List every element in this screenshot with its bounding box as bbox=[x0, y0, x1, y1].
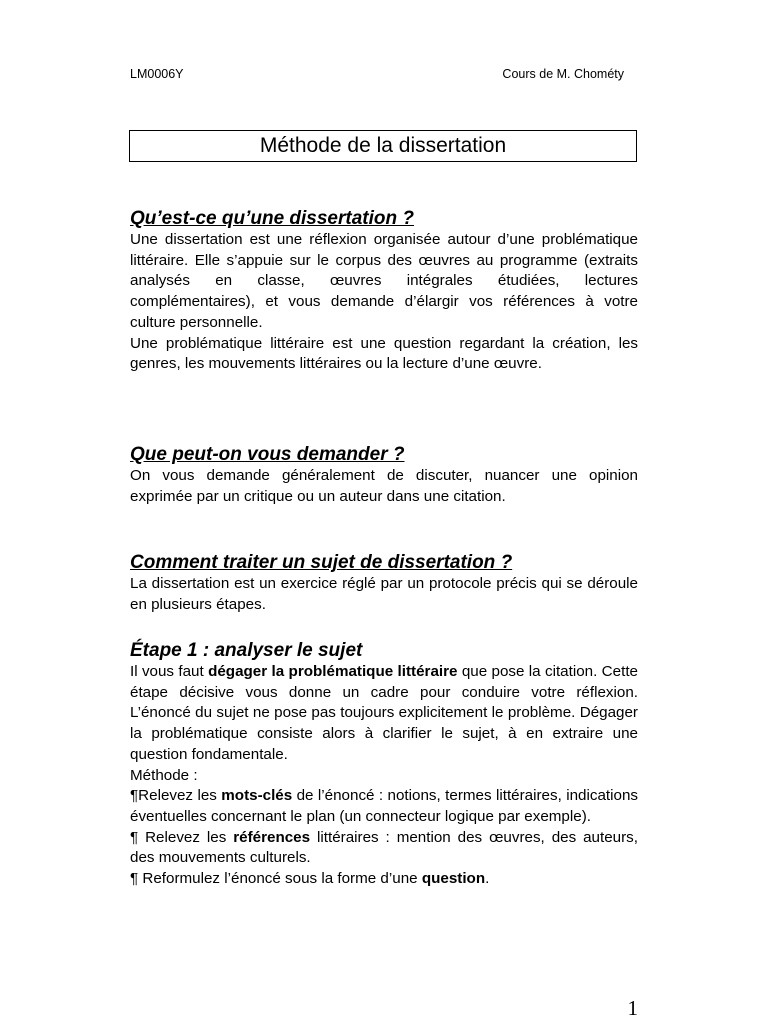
bullet-item bbox=[130, 828, 638, 869]
text-run: littéraires : mention des œuvres, des auteurs, des mouvements culturels. bbox=[130, 828, 638, 867]
section-title: Comment traiter un sujet de dissertation ? bbox=[130, 552, 513, 573]
bold-text: références bbox=[233, 828, 311, 846]
document-title: Méthode de la dissertation bbox=[129, 130, 637, 162]
bullet-item bbox=[130, 869, 638, 890]
text-run: que pose la citation. Cette étape décisive vous donne un cadre pour conduire votre réflexion. L’énoncé du sujet ne pose pas toujours explicitement le problème. Dégager la problématique consiste alors à clarifier le sujet, à en extraire une question fondamentale. bbox=[130, 663, 638, 763]
header-course-code: LM0006Y bbox=[130, 67, 184, 81]
method-label: Méthode : bbox=[130, 766, 198, 784]
text-run: . bbox=[485, 870, 490, 888]
bold-text: dégager la problématique littéraire bbox=[208, 663, 458, 680]
text-run: Il vous faut bbox=[130, 663, 209, 680]
paragraph: Une dissertation est une réflexion organisée autour d’une problématique littéraire. Elle s’appuie sur le corpus des œuvres au programme (extraits analysés en classe, œuvres intégrales étudiées, lectures complémentaires), et vous demande d’élargir vos références à votre culture personnelle. bbox=[130, 231, 638, 331]
text-run: ¶ Reformulez l’énoncé sous la forme d’une bbox=[130, 870, 422, 888]
paragraph: Une problématique littéraire est une question regardant la création, les genres, les mouvements littéraires ou la lecture d’une œuvre. bbox=[130, 334, 638, 373]
paragraph bbox=[130, 662, 638, 766]
paragraph: On vous demande généralement de discuter, nuancer une opinion exprimée par un critique ou un auteur dans une citation. bbox=[130, 467, 638, 505]
text-run: ¶ Relevez les bbox=[130, 828, 234, 846]
section-what-is-dissertation bbox=[130, 208, 638, 375]
step-title: Étape 1 : analyser le sujet bbox=[130, 640, 363, 661]
bold-text: question bbox=[421, 870, 486, 888]
section-how-to-treat bbox=[130, 552, 638, 615]
section-title: Qu’est-ce qu’une dissertation ? bbox=[130, 208, 414, 229]
page-number: 1 bbox=[627, 996, 638, 1020]
header-course-name: Cours de M. Chométy bbox=[502, 67, 624, 81]
bullet-item bbox=[130, 786, 638, 827]
text-run: de l’énoncé : notions, termes littéraires, indications éventuelles concernant le plan (un connecteur logique par exemple). bbox=[130, 787, 638, 825]
text-run: ¶Relevez les bbox=[130, 787, 222, 805]
paragraph: La dissertation est un exercice réglé par un protocole précis qui se déroule en plusieurs étapes. bbox=[130, 575, 638, 613]
step-1-analyse-subject bbox=[130, 640, 638, 890]
section-what-can-be-asked bbox=[130, 444, 638, 507]
section-title: Que peut-on vous demander ? bbox=[130, 444, 405, 465]
bold-text: mots-clés bbox=[221, 787, 293, 805]
